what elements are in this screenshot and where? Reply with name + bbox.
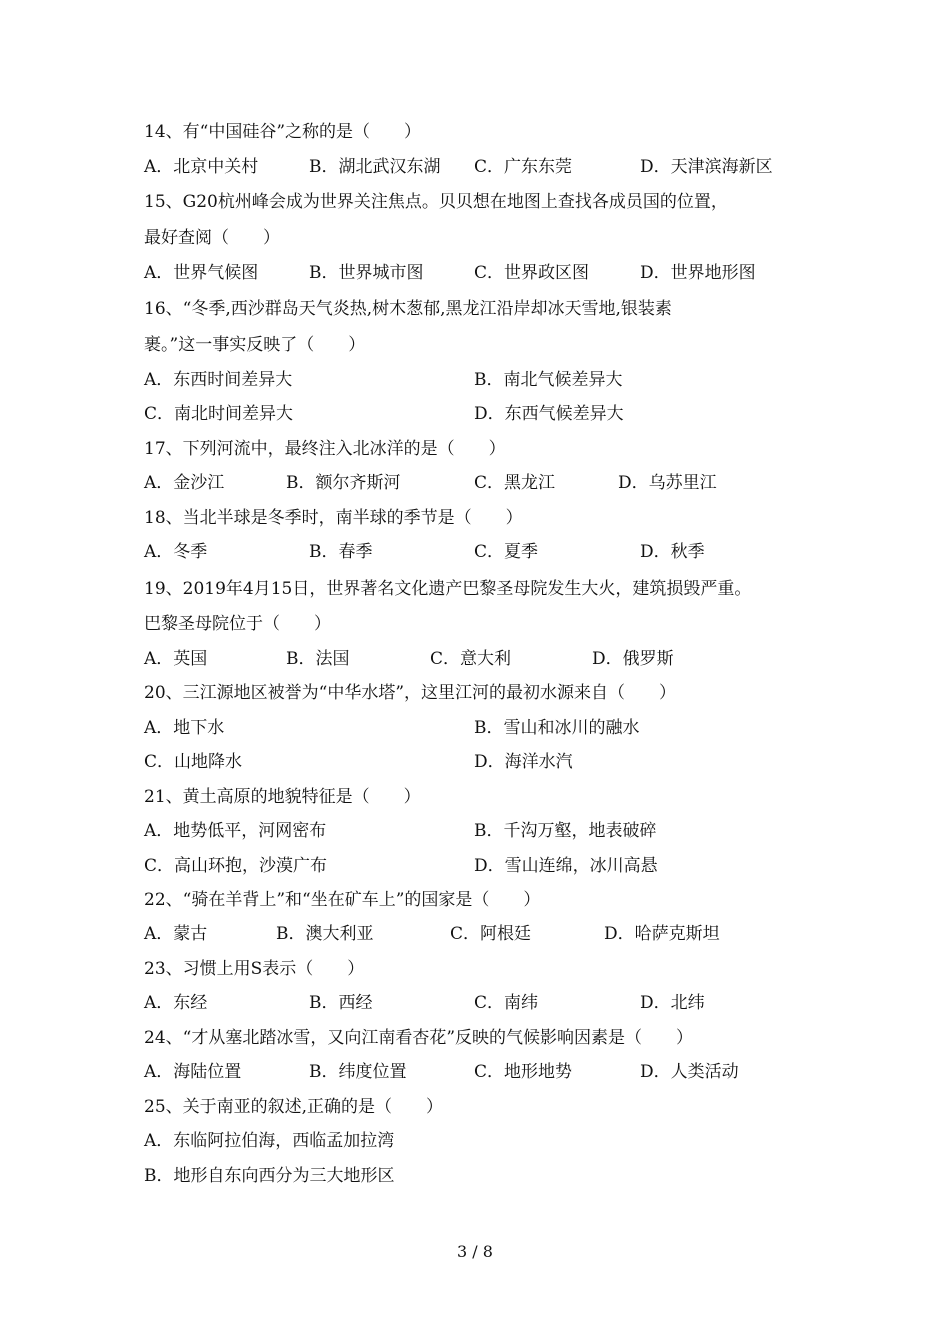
question-16-stem-line1: 16、“冬季,西沙群岛天气炎热,树木葱郁,黑龙江沿岸却冰天雪地,银装素	[144, 299, 672, 319]
question-20-option-d: D．海洋水汽	[474, 752, 573, 772]
question-18-option-d: D．秋季	[640, 542, 705, 562]
question-14-stem: 14、有“中国硅谷”之称的是（ ）	[144, 122, 422, 142]
question-19-stem-line1: 19、2019年4月15日，世界著名文化遗产巴黎圣母院发生大火，建筑损毁严重。	[144, 579, 752, 599]
question-15-stem-line1: 15、G20杭州峰会成为世界关注焦点。贝贝想在地图上查找各成员国的位置，	[144, 192, 728, 212]
question-22-option-d: D．哈萨克斯坦	[604, 924, 720, 944]
question-14-option-d: D．天津滨海新区	[640, 157, 773, 177]
question-23-stem: 23、习惯上用S表示（ ）	[144, 959, 365, 979]
question-22-option-c: C．阿根廷	[450, 924, 532, 944]
question-19-option-c: C．意大利	[430, 649, 512, 669]
question-24-option-d: D．人类活动	[640, 1062, 739, 1082]
question-16-option-a: A．东西时间差异大	[144, 370, 293, 390]
question-20-stem: 20、三江源地区被誉为“中华水塔”，这里江河的最初水源来自（ ）	[144, 683, 677, 703]
question-24-option-b: B．纬度位置	[309, 1062, 407, 1082]
question-15-option-a: A．世界气候图	[144, 263, 259, 283]
question-20-option-c: C．山地降水	[144, 752, 243, 772]
question-25-stem: 25、关于南亚的叙述,正确的是（ ）	[144, 1097, 444, 1117]
question-18-stem: 18、当北半球是冬季时，南半球的季节是（ ）	[144, 508, 523, 528]
question-23-option-c: C．南纬	[474, 993, 539, 1013]
question-21-option-d: D．雪山连绵，冰川高悬	[474, 856, 658, 876]
question-14-option-b: B．湖北武汉东湖	[309, 157, 441, 177]
question-20-option-b: B．雪山和冰川的融水	[474, 718, 640, 738]
question-22-option-a: A．蒙古	[144, 924, 208, 944]
question-21-stem: 21、黄土高原的地貌特征是（ ）	[144, 787, 421, 807]
question-18-option-b: B．春季	[309, 542, 373, 562]
question-17-stem: 17、下列河流中，最终注入北冰洋的是（ ）	[144, 439, 506, 459]
question-24-option-c: C．地形地势	[474, 1062, 573, 1082]
question-15-option-b: B．世界城市图	[309, 263, 424, 283]
question-16-option-b: B．南北气候差异大	[474, 370, 623, 390]
question-18-option-c: C．夏季	[474, 542, 539, 562]
question-21-option-a: A．地势低平，河网密布	[144, 821, 327, 841]
page-number: 3 / 8	[457, 1242, 493, 1261]
question-23-option-a: A．东经	[144, 993, 208, 1013]
question-22-stem: 22、“骑在羊背上”和“坐在矿车上”的国家是（ ）	[144, 890, 541, 910]
question-17-option-d: D．乌苏里江	[618, 473, 717, 493]
question-24-option-a: A．海陆位置	[144, 1062, 242, 1082]
question-15-option-d: D．世界地形图	[640, 263, 756, 283]
question-19-option-b: B．法国	[286, 649, 350, 669]
question-25-option-a: A．东临阿拉伯海，西临孟加拉湾	[144, 1131, 395, 1151]
question-19-stem-line2: 巴黎圣母院位于（ ）	[144, 614, 331, 634]
question-14-option-a: A．北京中关村	[144, 157, 259, 177]
question-22-option-b: B．澳大利亚	[276, 924, 374, 944]
question-21-option-c: C．高山环抱，沙漠广布	[144, 856, 328, 876]
question-23-option-b: B．西经	[309, 993, 373, 1013]
question-16-option-c: C．南北时间差异大	[144, 404, 294, 424]
question-25-option-b: B．地形自东向西分为三大地形区	[144, 1166, 395, 1186]
question-16-stem-line2: 裹。”这一事实反映了（ ）	[144, 335, 366, 355]
question-23-option-d: D．北纬	[640, 993, 705, 1013]
question-15-option-c: C．世界政区图	[474, 263, 590, 283]
question-19-option-a: A．英国	[144, 649, 208, 669]
question-17-option-c: C．黑龙江	[474, 473, 556, 493]
question-18-option-a: A．冬季	[144, 542, 208, 562]
question-21-option-b: B．千沟万壑，地表破碎	[474, 821, 657, 841]
question-17-option-b: B．额尔齐斯河	[286, 473, 401, 493]
question-14-option-c: C．广东东莞	[474, 157, 573, 177]
question-16-option-d: D．东西气候差异大	[474, 404, 624, 424]
question-15-stem-line2: 最好查阅（ ）	[144, 228, 280, 248]
question-20-option-a: A．地下水	[144, 718, 225, 738]
question-19-option-d: D．俄罗斯	[592, 649, 674, 669]
question-24-stem: 24、“才从塞北踏冰雪，又向江南看杏花”反映的气候影响因素是（ ）	[144, 1028, 694, 1048]
question-17-option-a: A．金沙江	[144, 473, 225, 493]
